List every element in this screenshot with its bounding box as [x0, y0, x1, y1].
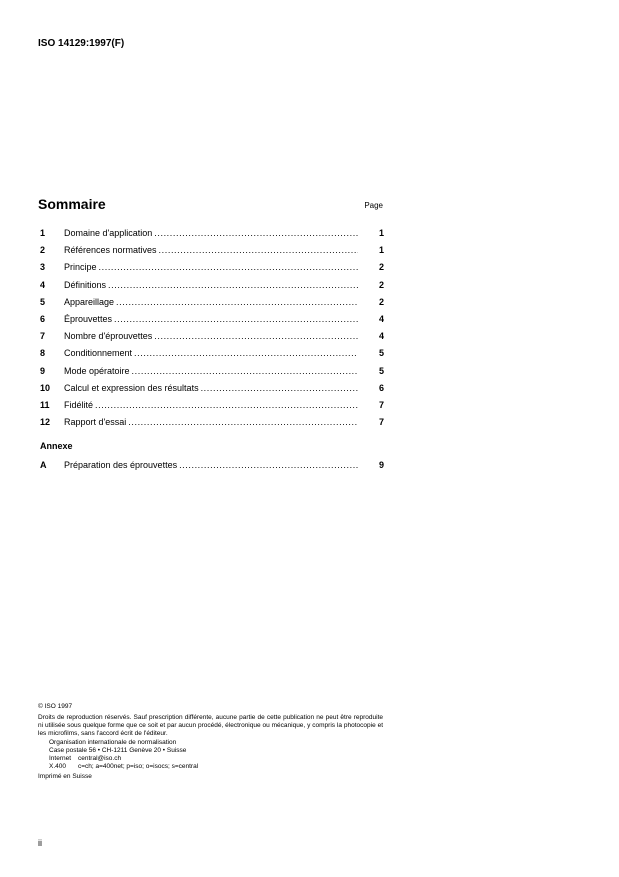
- dot-leader: [159, 244, 358, 256]
- toc-entry-page: 7: [378, 417, 384, 428]
- toc-entry-number: 10: [40, 382, 51, 393]
- dot-leader: [132, 365, 358, 377]
- toc-page-label: Page: [364, 201, 383, 210]
- toc-header: [38, 196, 383, 214]
- toc-entry-label-wrap: [64, 296, 358, 308]
- dot-leader: [154, 227, 358, 239]
- toc-entry-label-wrap: [64, 244, 358, 256]
- rights-text: Droits de reproduction réservés. Sauf prescription différente, aucune partie de cette publication ne peut être reproduite ni utilisée sous quelque forme que ce soit et par aucun procédé, électronique ou mécanique, y compris la photocopie et les microfilms, sans l'accord écrit de l'éditeur.: [38, 714, 383, 737]
- internet-label: Internet: [49, 755, 72, 762]
- toc-entry-label-wrap: [64, 347, 358, 359]
- toc-entry-number: 11: [40, 399, 50, 410]
- toc-list: [40, 227, 384, 433]
- toc-entry[interactable]: [40, 365, 384, 382]
- toc-entry-number: 6: [40, 313, 46, 324]
- toc-entry-page: 2: [378, 279, 384, 290]
- dot-leader: [108, 279, 358, 291]
- toc-entry-label-wrap: [64, 365, 358, 377]
- toc-entry[interactable]: [40, 382, 384, 399]
- toc-entry-page: 4: [378, 313, 384, 324]
- toc-entry-label: Domaine d'application: [64, 228, 153, 238]
- toc-entry-number: 5: [40, 296, 46, 307]
- copyright-line: © ISO 1997: [38, 703, 73, 710]
- copyright-block: [38, 703, 383, 781]
- toc-entry-label-wrap: [64, 382, 358, 394]
- toc-entry[interactable]: [40, 244, 384, 261]
- toc-entry-label-wrap: [64, 459, 358, 471]
- toc-entry-page: 7: [378, 399, 384, 410]
- x400-row: [49, 763, 383, 771]
- toc-entry-label: Préparation des éprouvettes: [64, 460, 178, 470]
- toc-entry-number: 4: [40, 279, 46, 290]
- toc-entry-label: Appareillage: [64, 296, 115, 307]
- toc-entry-label: Références normatives: [64, 245, 157, 256]
- x400-value: c=ch; a=400net; p=iso; o=isocs; s=central: [78, 763, 199, 770]
- dot-leader: [154, 330, 358, 342]
- toc-entry-label-wrap: [64, 279, 358, 291]
- toc-entry-label: Conditionnement: [64, 348, 133, 359]
- toc-entry-label: Calcul et expression des résultats: [64, 382, 199, 393]
- dot-leader: [179, 459, 358, 471]
- dot-leader: [134, 347, 358, 359]
- toc-entry-label-wrap: [64, 261, 358, 273]
- address-block: [38, 739, 383, 771]
- toc-entry[interactable]: [40, 459, 384, 476]
- toc-entry-number: 12: [40, 417, 51, 428]
- toc-entry[interactable]: [40, 296, 384, 313]
- toc-entry-page: 2: [378, 262, 384, 273]
- toc-entry-page: 5: [378, 365, 384, 376]
- toc-entry-page: 9: [378, 460, 384, 470]
- toc-entry-label: Mode opératoire: [64, 365, 130, 376]
- toc-entry-label-wrap: [64, 227, 358, 239]
- toc-entry-page: 4: [378, 331, 384, 342]
- toc-entry-page: 5: [378, 348, 384, 359]
- toc-entry-label-wrap: [64, 313, 358, 325]
- toc-entry-label-wrap: [64, 416, 358, 428]
- organization-name: Organisation internationale de normalisation: [49, 739, 177, 746]
- toc-entry-label-wrap: [64, 399, 358, 411]
- dot-leader: [114, 313, 358, 325]
- dot-leader: [99, 261, 358, 273]
- toc-entry-label: Éprouvettes: [64, 313, 113, 324]
- toc-entry-label: Nombre d'éprouvettes: [64, 331, 153, 342]
- internet-row: [49, 755, 383, 763]
- toc-entry[interactable]: [40, 279, 384, 296]
- page-number: ii: [38, 838, 42, 848]
- toc-entry[interactable]: [40, 399, 384, 416]
- toc-entry-label: Principe: [64, 262, 97, 273]
- toc-entry-label-wrap: [64, 330, 358, 342]
- postal-address: Case postale 56 • CH-1211 Genève 20 • Suisse: [49, 747, 187, 754]
- toc-entry[interactable]: [40, 416, 384, 433]
- toc-entry-page: 2: [378, 296, 384, 307]
- annex-list: [40, 459, 384, 476]
- toc-entry[interactable]: [40, 347, 384, 364]
- dot-leader: [201, 382, 358, 394]
- toc-entry-label: Fidélité: [64, 399, 94, 410]
- toc-entry[interactable]: [40, 261, 384, 278]
- toc-entry-label: Définitions: [64, 279, 107, 290]
- toc-title: Sommaire: [38, 196, 106, 212]
- toc-entry-page: 1: [378, 245, 384, 256]
- dot-leader: [95, 399, 358, 411]
- toc-entry-number: 2: [40, 245, 46, 256]
- toc-entry[interactable]: [40, 330, 384, 347]
- toc-entry-page: 1: [378, 228, 384, 238]
- internet-value: central@iso.ch: [78, 755, 122, 762]
- toc-entry-page: 6: [378, 382, 384, 393]
- toc-entry-number: 8: [40, 348, 46, 359]
- printed-in: Imprimé en Suisse: [38, 773, 92, 780]
- toc-entry-label: Rapport d'essai: [64, 417, 127, 428]
- dot-leader: [128, 416, 358, 428]
- toc-entry-number: 1: [40, 228, 46, 238]
- toc-entry-number: 3: [40, 262, 46, 273]
- document-id: ISO 14129:1997(F): [38, 38, 125, 49]
- toc-entry-number: 7: [40, 331, 46, 342]
- toc-entry[interactable]: [40, 313, 384, 330]
- annex-title: Annexe: [40, 441, 73, 451]
- x400-label: X.400: [49, 763, 66, 770]
- toc-entry[interactable]: [40, 227, 384, 244]
- toc-entry-number: A: [40, 460, 47, 470]
- dot-leader: [116, 296, 358, 308]
- toc-entry-number: 9: [40, 365, 46, 376]
